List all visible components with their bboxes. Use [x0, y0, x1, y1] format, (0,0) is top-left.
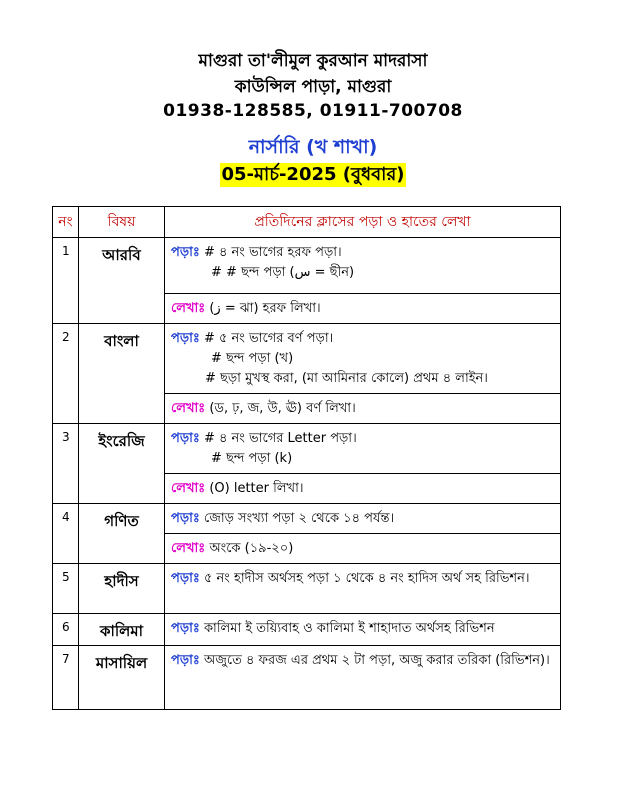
write-text: অংকে (১৯-২০) — [209, 541, 294, 556]
reading-cell — [165, 504, 561, 534]
read-line: কালিমা ই তয়্যিবাহ ও কালিমা ই শাহাদাত অর্থসহ রিভিশন — [203, 621, 495, 636]
read-line: # ছন্দ পড়া (k) — [211, 451, 293, 466]
row-subject: কালিমা — [79, 614, 165, 646]
row-subject: আরবি — [79, 238, 165, 324]
row-number: 4 — [53, 504, 79, 564]
writing-cell — [165, 394, 561, 424]
read-label: পড়াঃ — [171, 245, 200, 260]
read-line: # ছড়া মুখস্থ করা, (মা আমিনার কোলে) প্রথম ৪ লাইন। — [205, 371, 488, 386]
read-line: # ছন্দ পড়া (খ) — [211, 351, 294, 366]
date-highlight: 05-মার্চ-2025 (বুধবার) — [221, 164, 405, 185]
reading-cell — [165, 424, 561, 474]
read-line: # ৪ নং ভাগের Letter পড়া। — [203, 431, 357, 446]
table-row — [53, 614, 561, 646]
read-label: পড়াঃ — [171, 571, 200, 586]
table-header-row — [53, 207, 561, 238]
table-row — [53, 564, 561, 614]
write-label: লেখাঃ — [171, 481, 206, 496]
header-subject: বিষয় — [79, 207, 165, 238]
row-subject: মাসায়িল — [79, 646, 165, 710]
date-container — [0, 163, 626, 187]
row-subject: বাংলা — [79, 324, 165, 424]
reading-cell — [165, 324, 561, 394]
row-number: 7 — [53, 646, 79, 710]
writing-cell — [165, 534, 561, 564]
table-row — [53, 424, 561, 474]
read-line: অজুতে ৪ ফরজ এর প্রথম ২ টা পড়া, অজু করার তরিকা (রিভিশন)। — [203, 653, 550, 668]
read-label: পড়াঃ — [171, 331, 200, 346]
write-text: (O) letter লিখা। — [209, 481, 304, 496]
row-number: 5 — [53, 564, 79, 614]
table-row — [53, 324, 561, 394]
write-label: লেখাঃ — [171, 301, 206, 316]
schedule-table — [52, 206, 561, 710]
read-line: # # ছন্দ পড়া (س = ছীন) — [211, 265, 355, 280]
read-line: # ৫ নং ভাগের বর্ণ পড়া। — [203, 331, 334, 346]
row-subject: হাদীস — [79, 564, 165, 614]
table-row — [53, 504, 561, 534]
reading-cell — [165, 564, 561, 614]
read-label: পড়াঃ — [171, 431, 200, 446]
row-number: 1 — [53, 238, 79, 324]
read-label: পড়াঃ — [171, 653, 200, 668]
class-name: নার্সারি (খ শাখা) — [248, 136, 378, 158]
read-line: ৫ নং হাদীস অর্থসহ পড়া ১ থেকে ৪ নং হাদিস অর্থ সহ রিভিশন। — [203, 571, 530, 586]
write-text: (ড, ঢ়, জ, উ, ঊ) বর্ণ লিখা। — [209, 401, 356, 416]
header-tasks: প্রতিদিনের ক্লাসের পড়া ও হাতের লেখা — [165, 207, 561, 238]
write-text: (ز = ঝা) হরফ লিখা। — [209, 301, 321, 316]
reading-cell — [165, 614, 561, 646]
institution-address: কাউন্সিল পাড়া, মাগুরা — [234, 77, 392, 97]
row-number: 2 — [53, 324, 79, 424]
row-number: 6 — [53, 614, 79, 646]
reading-cell — [165, 646, 561, 710]
institution-name: মাগুরা তা'লীমুল কুরআন মাদরাসা — [198, 51, 428, 71]
writing-cell — [165, 294, 561, 324]
header-num: নং — [53, 207, 79, 238]
row-subject: গণিত — [79, 504, 165, 564]
read-line: জোড় সংখ্যা পড়া ২ থেকে ১৪ পর্যন্ত। — [203, 511, 395, 526]
row-subject: ইংরেজি — [79, 424, 165, 504]
write-label: লেখাঃ — [171, 401, 206, 416]
read-line: # ৪ নং ভাগের হরফ পড়া। — [203, 245, 342, 260]
write-label: লেখাঃ — [171, 541, 206, 556]
reading-cell — [165, 238, 561, 294]
writing-cell — [165, 474, 561, 504]
phone-numbers: 01938-128585, 01911-700708 — [163, 101, 463, 121]
table-row — [53, 646, 561, 710]
read-label: পড়াঃ — [171, 621, 200, 636]
table-row — [53, 238, 561, 294]
row-number: 3 — [53, 424, 79, 504]
read-label: পড়াঃ — [171, 511, 200, 526]
